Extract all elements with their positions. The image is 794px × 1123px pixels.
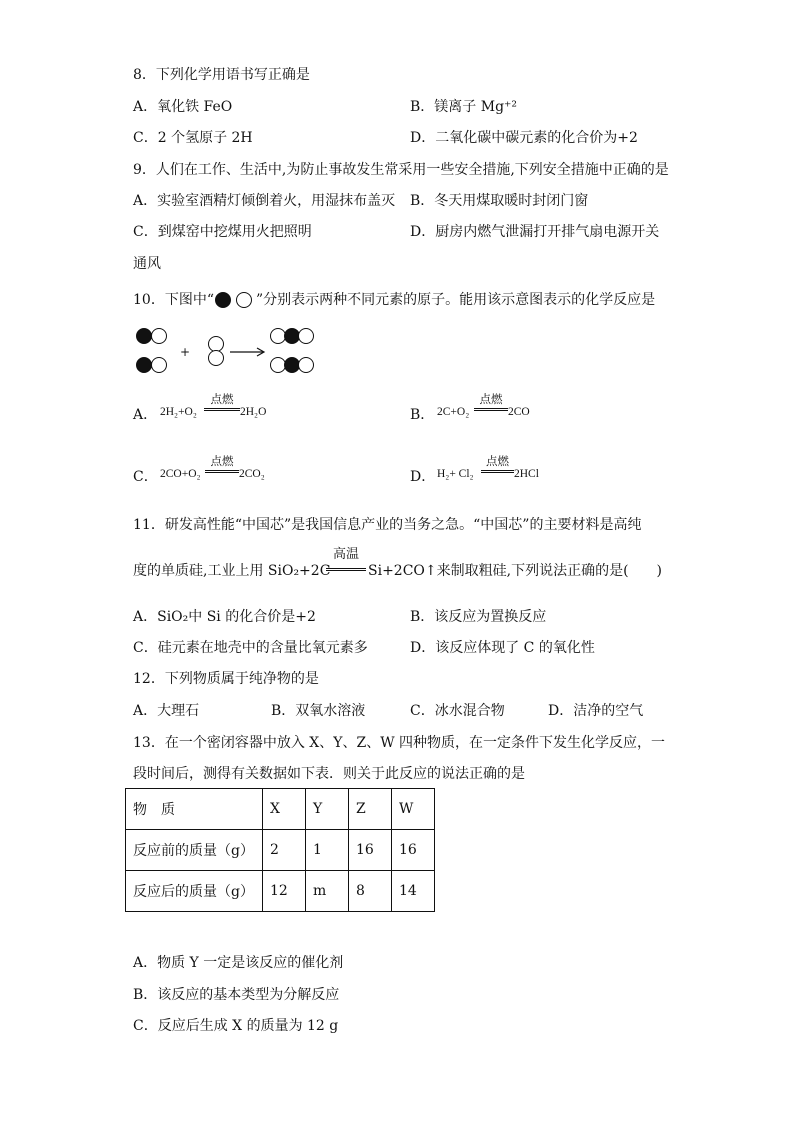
q10-option-a-right: 2H₂O	[240, 406, 267, 418]
q10-option-d-left: H₂+ Cl₂	[437, 468, 474, 480]
reaction-bar	[204, 408, 240, 409]
table-cell: m	[306, 871, 349, 912]
reaction-bar	[474, 410, 508, 411]
table-header-row	[126, 789, 435, 830]
q12-stem: 12．下列物质属于纯净物的是	[133, 671, 319, 687]
q11-stem-line1: 11．研发高性能“中国芯”是我国信息产业的当务之急。“中国芯”的主要材料是高纯	[133, 517, 642, 533]
q12-option-a: A．大理石	[133, 703, 200, 719]
q8-option-a: A．氧化铁 FeO	[133, 99, 233, 115]
table-header-cell: W	[392, 789, 435, 830]
table-cell: 反应前的质量（g）	[126, 830, 263, 871]
q9-option-a: A．实验室酒精灯倾倒着火，用湿抹布盖灭	[133, 193, 396, 209]
mass-data-table	[125, 788, 435, 912]
q8-option-d: D．二氧化碳中碳元素的化合价为+2	[410, 130, 638, 146]
table-row	[126, 871, 435, 912]
q13-stem-line2: 段时间后，测得有关数据如下表．则关于此反应的说法正确的是	[133, 766, 525, 782]
reaction-bar	[481, 470, 514, 471]
reaction-bar	[204, 410, 240, 411]
q13-option-b: B．该反应的基本类型为分解反应	[133, 987, 340, 1003]
q10-option-d-label: D．	[410, 469, 436, 485]
condition-high-temperature: 高温	[332, 547, 359, 562]
table-cell: 16	[392, 830, 435, 871]
q10-option-a-label: A．	[133, 407, 158, 423]
white-atom-icon	[208, 350, 224, 366]
q10-stem-pre: 10．下图中“	[133, 292, 214, 308]
q8-option-b: B．镁离子 Mg⁺²	[410, 99, 518, 115]
q8-stem: 8．下列化学用语书写正确是	[133, 67, 310, 83]
q12-option-d: D．洁净的空气	[548, 703, 644, 719]
q10-option-b-left: 2C+O₂	[437, 406, 470, 418]
q11-option-d: D．该反应体现了 C 的氧化性	[410, 640, 595, 656]
black-atom-legend-icon	[215, 292, 231, 308]
condition-ignite: 点燃	[210, 454, 234, 468]
reaction-bar	[326, 568, 366, 569]
table-cell: 2	[263, 830, 306, 871]
table-cell: 8	[349, 871, 392, 912]
arrow-right-icon	[230, 347, 266, 357]
q11-stem-line2-pre: 度的单质硅,工业上用 SiO₂+2C	[133, 563, 331, 579]
black-atom-icon	[136, 328, 152, 344]
q12-option-c: C．冰水混合物	[410, 703, 505, 719]
q9-stem: 9．人们在工作、生活中,为防止事故发生常采用一些安全措施,下列安全措施中正确的是	[133, 162, 669, 178]
table-cell: 反应后的质量（g）	[126, 871, 263, 912]
table-cell: 16	[349, 830, 392, 871]
q10-option-d-right: 2HCl	[514, 468, 539, 480]
q8-option-c: C．2 个氢原子 2H	[133, 130, 253, 146]
q10-option-c-left: 2CO+O₂	[160, 468, 201, 480]
q11-option-a: A．SiO₂中 Si 的化合价是+2	[133, 609, 316, 625]
table-header-cell: Y	[306, 789, 349, 830]
q10-option-c-right: 2CO₂	[239, 468, 265, 480]
q13-option-a: A．物质 Y 一定是该反应的催化剂	[133, 955, 344, 971]
table-row	[126, 830, 435, 871]
reaction-bar	[474, 408, 508, 409]
q9-option-b: B．冬天用煤取暖时封闭门窗	[410, 193, 589, 209]
q10-option-a-left: 2H₂+O₂	[160, 406, 197, 418]
table-cell: 1	[306, 830, 349, 871]
white-atom-icon	[298, 328, 314, 344]
reaction-bar	[205, 472, 239, 473]
q12-option-b: B．双氧水溶液	[271, 703, 366, 719]
q10-option-b-right: 2CO	[508, 406, 530, 418]
q11-stem-line2-post: Si+2CO↑来制取粗硅,下列说法正确的是( )	[368, 563, 662, 579]
white-atom-icon	[151, 328, 167, 344]
reaction-bar	[481, 472, 514, 473]
plus-sign: +	[180, 345, 191, 359]
condition-ignite: 点燃	[210, 392, 234, 406]
condition-ignite: 点燃	[486, 454, 509, 468]
table-header-cell: 物 质	[126, 789, 263, 830]
reaction-bar	[205, 470, 239, 471]
q10-stem-post: ”分别表示两种不同元素的原子。能用该示意图表示的化学反应是	[256, 292, 656, 308]
table-header-cell: Z	[349, 789, 392, 830]
table-header-cell: X	[263, 789, 306, 830]
q9-option-d: D．厨房内燃气泄漏打开排气扇电源开关	[410, 224, 660, 240]
table-cell: 14	[392, 871, 435, 912]
q11-option-b: B．该反应为置换反应	[410, 609, 547, 625]
q10-option-c-label: C．	[133, 469, 158, 485]
q10-option-b-label: B．	[410, 407, 435, 423]
table-cell: 12	[263, 871, 306, 912]
white-atom-icon	[298, 357, 314, 373]
q13-stem-line1: 13．在一个密闭容器中放入 X、Y、Z、W 四种物质，在一定条件下发生化学反应，一	[133, 735, 666, 751]
black-atom-icon	[136, 357, 152, 373]
q11-option-c: C．硅元素在地壳中的含量比氧元素多	[133, 640, 368, 656]
white-atom-legend-icon	[236, 292, 252, 308]
q13-option-c: C．反应后生成 X 的质量为 12 g	[133, 1018, 339, 1034]
q9-option-c: C．到煤窑中挖煤用火把照明	[133, 224, 312, 240]
reaction-bar	[326, 570, 366, 571]
q9-option-d-continued: 通风	[133, 256, 161, 272]
white-atom-icon	[151, 357, 167, 373]
condition-ignite: 点燃	[479, 392, 503, 406]
